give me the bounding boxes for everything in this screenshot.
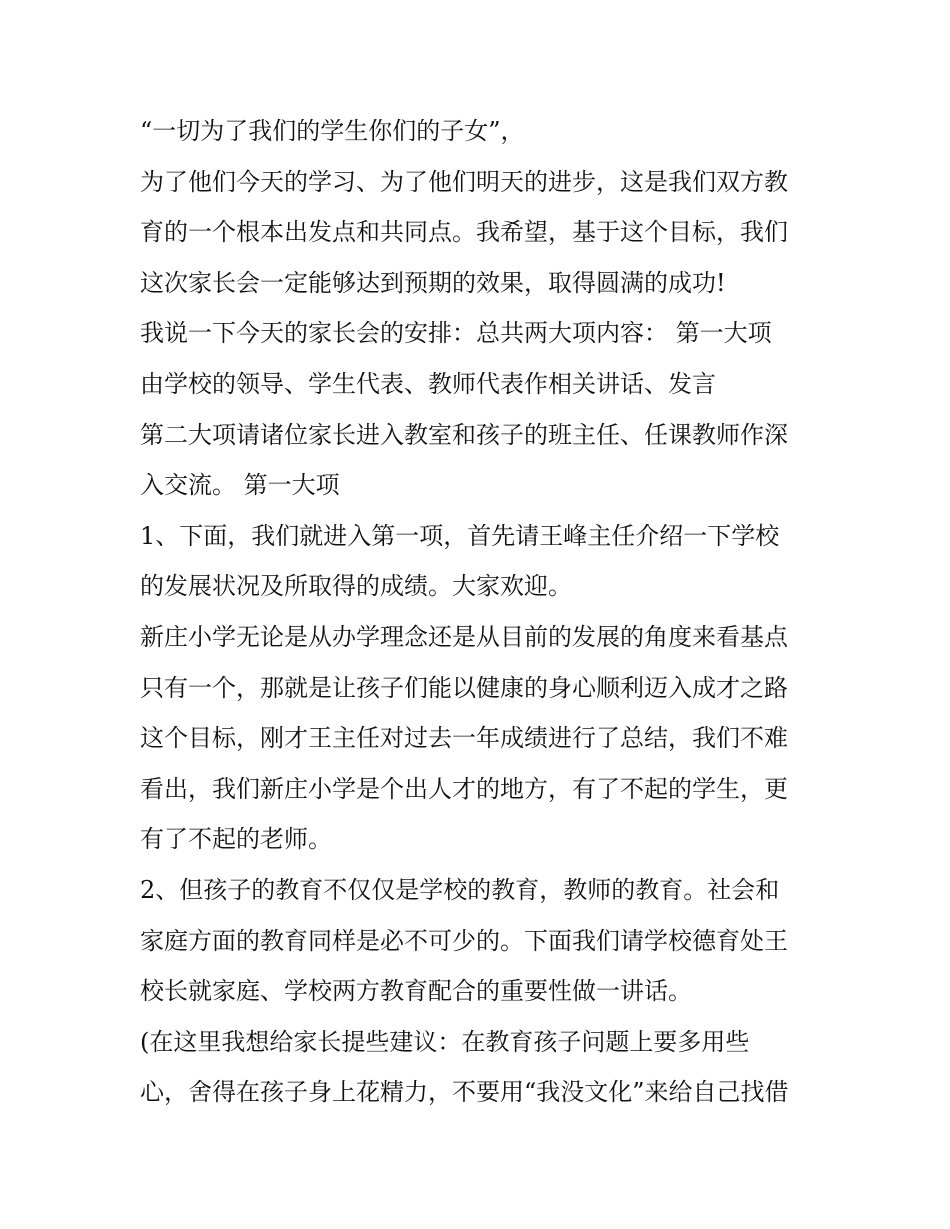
text-line: 入交流。 第一大项 [140,471,340,500]
text-line: 有了不起的老师。 [140,825,332,854]
text-line: 1、下面，我们就进入第一项，首先请王峰主任介绍一下学校 [140,521,780,550]
text-line: 这次家长会一定能够达到预期的效果，取得圆满的成功! [140,268,726,297]
text-line: 这个目标，刚才王主任对过去一年成绩进行了总结，我们不难 [140,724,788,753]
text-line: 由学校的领导、学生代表、教师代表作相关讲话、发言 [140,369,716,398]
text-line: 只有一个，那就是让孩子们能以健康的身心顺利迈入成才之路 [140,673,788,702]
text-line: 校长就家庭、学校两方教育配合的重要性做一讲话。 [140,977,692,1006]
text-line: 育的一个根本出发点和共同点。我希望，基于这个目标，我们 [140,218,788,247]
text-line: 我说一下今天的家长会的安排：总共两大项内容： 第一大项 [140,319,772,348]
text-line: 第二大项请诸位家长进入教室和孩子的班主任、任课教师作深 [140,420,788,449]
text-line: “一切为了我们的学生你们的子女”， [140,117,525,145]
text-line: 看出，我们新庄小学是个出人才的地方，有了不起的学生，更 [140,774,788,803]
text-line: 家庭方面的教育同样是必不可少的。下面我们请学校德育处王 [140,926,788,955]
text-line: 心，舍得在孩子身上花精力，不要用“我没文化”来给自己找借 [140,1078,789,1107]
document-body [140,106,830,1118]
text-line: 的发展状况及所取得的成绩。大家欢迎。 [140,572,572,601]
text-line: 新庄小学无论是从办学理念还是从目前的发展的角度来看基点 [140,622,788,651]
text-line: 为了他们今天的学习、为了他们明天的进步，这是我们双方教 [140,167,788,196]
text-line: (在这里我想给家长提些建议：在教育孩子问题上要多用些 [140,1027,750,1056]
text-line: 2、但孩子的教育不仅仅是学校的教育，教师的教育。社会和 [140,875,780,904]
